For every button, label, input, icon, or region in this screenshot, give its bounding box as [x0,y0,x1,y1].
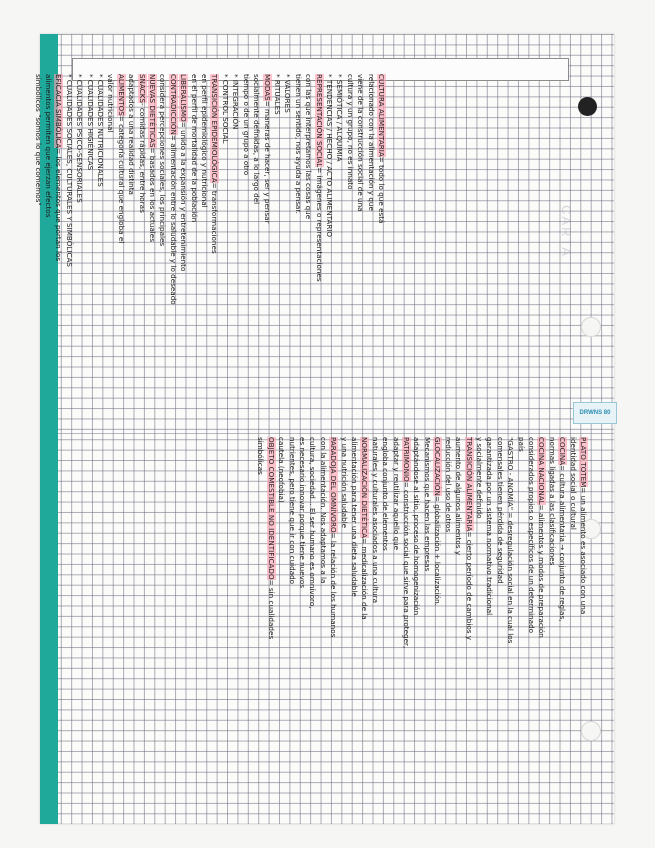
note-text: aumento de algunos alimentos y [454,437,464,556]
brand-tab [573,402,617,424]
punch-hole [578,97,597,116]
note-line [84,74,94,431]
note-text: valor nutricional [106,74,116,133]
note-text: = alimentos y modos de preparación [537,504,547,638]
highlighted-term: ALIMENTOS [116,74,126,116]
highlighted-term: MODAS [262,74,272,101]
note-line [324,74,334,431]
note-text: nutrientes, pero tiene que ir con cuidado [287,437,297,585]
note-text: = unido a la expansión y entretenimiento [179,121,189,272]
note-line [442,437,452,812]
note-text: viene de la construcción social de una [356,74,366,212]
highlighted-term: GLOCALIZACIÓN [433,437,443,496]
note-line [303,74,313,431]
note-line [209,74,219,431]
note-text: tiempo o de un grupo a otro [241,74,251,176]
note-text: país [516,437,526,452]
note-text: = cierto período de cambios y [464,531,474,641]
highlighted-term: OBJETO COMESTIBLE NO IDENTIFICADO [266,437,276,580]
page-fold [58,433,614,434]
note-text: = un alimento es asociado con una [579,487,588,615]
note-text: = cultura alimentaria → conjunto de reglas, [558,465,568,622]
note-line [567,437,577,812]
note-text: - comidas rápidas, entre horas [137,103,147,213]
note-line [355,74,365,431]
note-line [578,437,588,812]
note-line [526,437,536,812]
note-line [463,437,473,812]
note-text: * CUALIDADES SOCIALES, CULTURALES Y SIMBÓLICAS [64,74,74,267]
note-text: engloba conjunto de elementos [381,437,391,551]
note-text: * CUALIDADES PSICO-SENSORIALES [75,74,85,203]
note-line [505,437,515,812]
highlighted-term: PLATO TOTEM [579,437,588,488]
highlighted-term: SNACKS [137,74,147,104]
note-line [265,437,275,812]
note-text: adaptándose al sitio, proceso de homogenización [412,437,422,616]
note-line [95,74,105,431]
note-line [230,74,240,431]
note-text: = globalización + localización. [433,495,443,606]
note-text: naturales y culturales asociados a una cultura [370,437,380,603]
note-text: socialmente definidas, a lo largo del [252,74,262,205]
note-line [334,74,344,431]
note-line [286,437,296,812]
note-text: garantizada por un sistema normativo tradicional [485,437,495,616]
note-text: = todo lo que está [377,156,386,224]
note-line [157,74,167,431]
note-text: simbólicos "somos lo que comemos" [33,74,43,206]
highlighted-term: PARADOJA DEL OMNÍVORO [329,437,339,533]
note-line [313,74,323,431]
note-line [307,437,317,812]
note-text: en perfil epidemiológico y nutricional [200,74,210,208]
note-line [380,437,390,812]
highlighted-term: EFICACIA SIMBÓLICA [54,74,64,149]
brand-tab-label: DRWNS 80 [579,410,611,416]
note-text: = alimentación entre lo saludable y lo deseado [168,134,178,305]
note-text: = imágenes o representaciones [314,167,324,282]
note-line [557,437,567,812]
note-line [317,437,327,812]
note-line [546,437,556,812]
note-line [255,437,265,812]
note-line [376,74,386,431]
notes-panel-left [32,74,386,431]
note-text: con las que interpretamos las cosas que [304,74,314,220]
note-text: = basados en los actuales [148,147,158,242]
note-text: comensales tienen pérdida de seguridad [495,437,505,584]
note-line [147,74,157,431]
note-text: * RITUALES [272,74,282,115]
note-line [261,74,271,431]
highlighted-term: CONTRADICCIÓN [168,74,178,135]
watermark: CARTA [558,205,574,258]
note-text: = transformaciones [210,182,220,254]
note-text: considerados propios o específicos de un determinado [526,437,536,634]
note-text: = categoría cultural que engloba el [116,115,126,244]
note-line [328,437,338,812]
note-line [276,437,286,812]
note-text: y socialmente definido [474,437,484,519]
note-text: = sin cualidades [266,579,276,640]
note-text: = medicalización de la [360,538,370,620]
note-line [199,74,209,431]
note-text: es necesario innovar porque tiene nuevos [298,437,308,589]
notebook-page [33,34,614,824]
note-line [136,74,146,431]
note-text: adaptar y reutilizar aquello que [391,437,401,551]
note-line [115,74,125,431]
note-line [167,74,177,431]
note-text: * VALORES [283,74,293,113]
highlighted-term: NORMALIZACIÓN DIETÉTICA [360,437,370,539]
note-text: = la relación de los humanos [329,532,339,638]
note-text: = los elementos que portan los [54,148,64,262]
note-text: * CUALIDADES HIGIÉNICAS [85,74,95,171]
note-text: "GASTRO - ANOMÍA" = desregulación social en la cual los [506,437,516,644]
note-line [297,437,307,812]
note-line [240,74,250,431]
note-line [178,74,188,431]
note-text: * CONTROL SOCIAL [220,74,230,144]
note-line [63,74,73,431]
note-line [282,74,292,431]
note-text: identidad social o cultural [568,437,578,530]
note-line [349,437,359,812]
note-line [365,74,375,431]
highlighted-term: COCINA [558,437,568,466]
note-text: considera percepciones sociales, los principales [158,74,168,247]
note-line [422,437,432,812]
highlighted-term: PATRIMONIO [402,437,412,482]
note-line [411,437,421,812]
note-line [292,74,302,431]
note-text: * TENDENCIAS / HECHO / ACTO ALIMENTARIO [324,74,334,238]
note-line [74,74,84,431]
note-line [188,74,198,431]
note-line [390,437,400,812]
punch-hole [581,317,601,337]
note-text: relacionado con la alimentación y que [366,74,376,211]
note-text: Mecanismos que hacen las empresas [422,437,432,572]
note-line [126,74,136,431]
note-text: cultura y un grupo, no es innato [345,74,355,190]
note-line [338,437,348,812]
highlighted-term: COCINA NACIONAL [537,437,547,505]
note-line [43,74,53,431]
note-line [344,74,354,431]
note-text: reducción del uso de otros [443,437,453,533]
note-text: = maneras de hacer, ser y pensar [262,100,272,224]
note-line [515,437,525,812]
highlighted-term: TRANSICIÓN ALIMENTARIA [464,437,474,532]
note-line [220,74,230,431]
note-line [369,437,379,812]
note-line [401,437,411,812]
note-text: cultura, sociedad... El ser humano es omnívoro, [308,437,318,609]
note-line [105,74,115,431]
highlighted-term: CULTURA ALIMENTARIA [377,74,386,157]
note-text: alimentos permiten que ejerzan efectos [44,74,53,218]
note-line [474,437,484,812]
note-line [272,74,282,431]
note-text: * INTEGRACIÓN [231,74,241,130]
note-text: y una nutrición saludable [339,437,349,529]
highlighted-term: TRANSICIÓN EPIDEMIOLÓGICA [210,74,220,183]
note-text: simbólicas [256,437,266,475]
note-line [484,437,494,812]
highlighted-term: NUEVAS DIETÉTICAS [148,74,158,148]
note-line [432,437,442,812]
note-line [359,437,369,812]
note-line [536,437,546,812]
note-text: = construcción social que sirve para proteger, [402,481,412,649]
note-text: alimentación para tener una dieta saludable [350,437,360,597]
highlighted-term: LIBERALISMO [179,74,189,122]
highlighted-term: REPRESENTACIÓN SOCIAL [314,74,324,168]
note-line [251,74,261,431]
note-line [32,74,42,431]
note-line [494,437,504,812]
note-text: tienen un sentido, nos ayuda a pensar. [293,74,303,214]
note-line [53,74,63,431]
note-text: * SEMIÓTICA / ALQUIMIA [335,74,345,162]
note-line [453,437,463,812]
note-text: en el perfil de mortalidad de la población [189,74,199,223]
note-text: normas ligadas a las clasificaciones [547,437,557,566]
note-text: * CUALIDADES NUTRICIONALES [96,74,106,187]
note-text: cautela (neofobia) [277,437,287,503]
notes-panel-right [255,437,588,812]
note-text: con la alimentación. Nos adaptamos a la [318,437,328,584]
note-text: adaptados a una realidad distinta [127,74,137,195]
